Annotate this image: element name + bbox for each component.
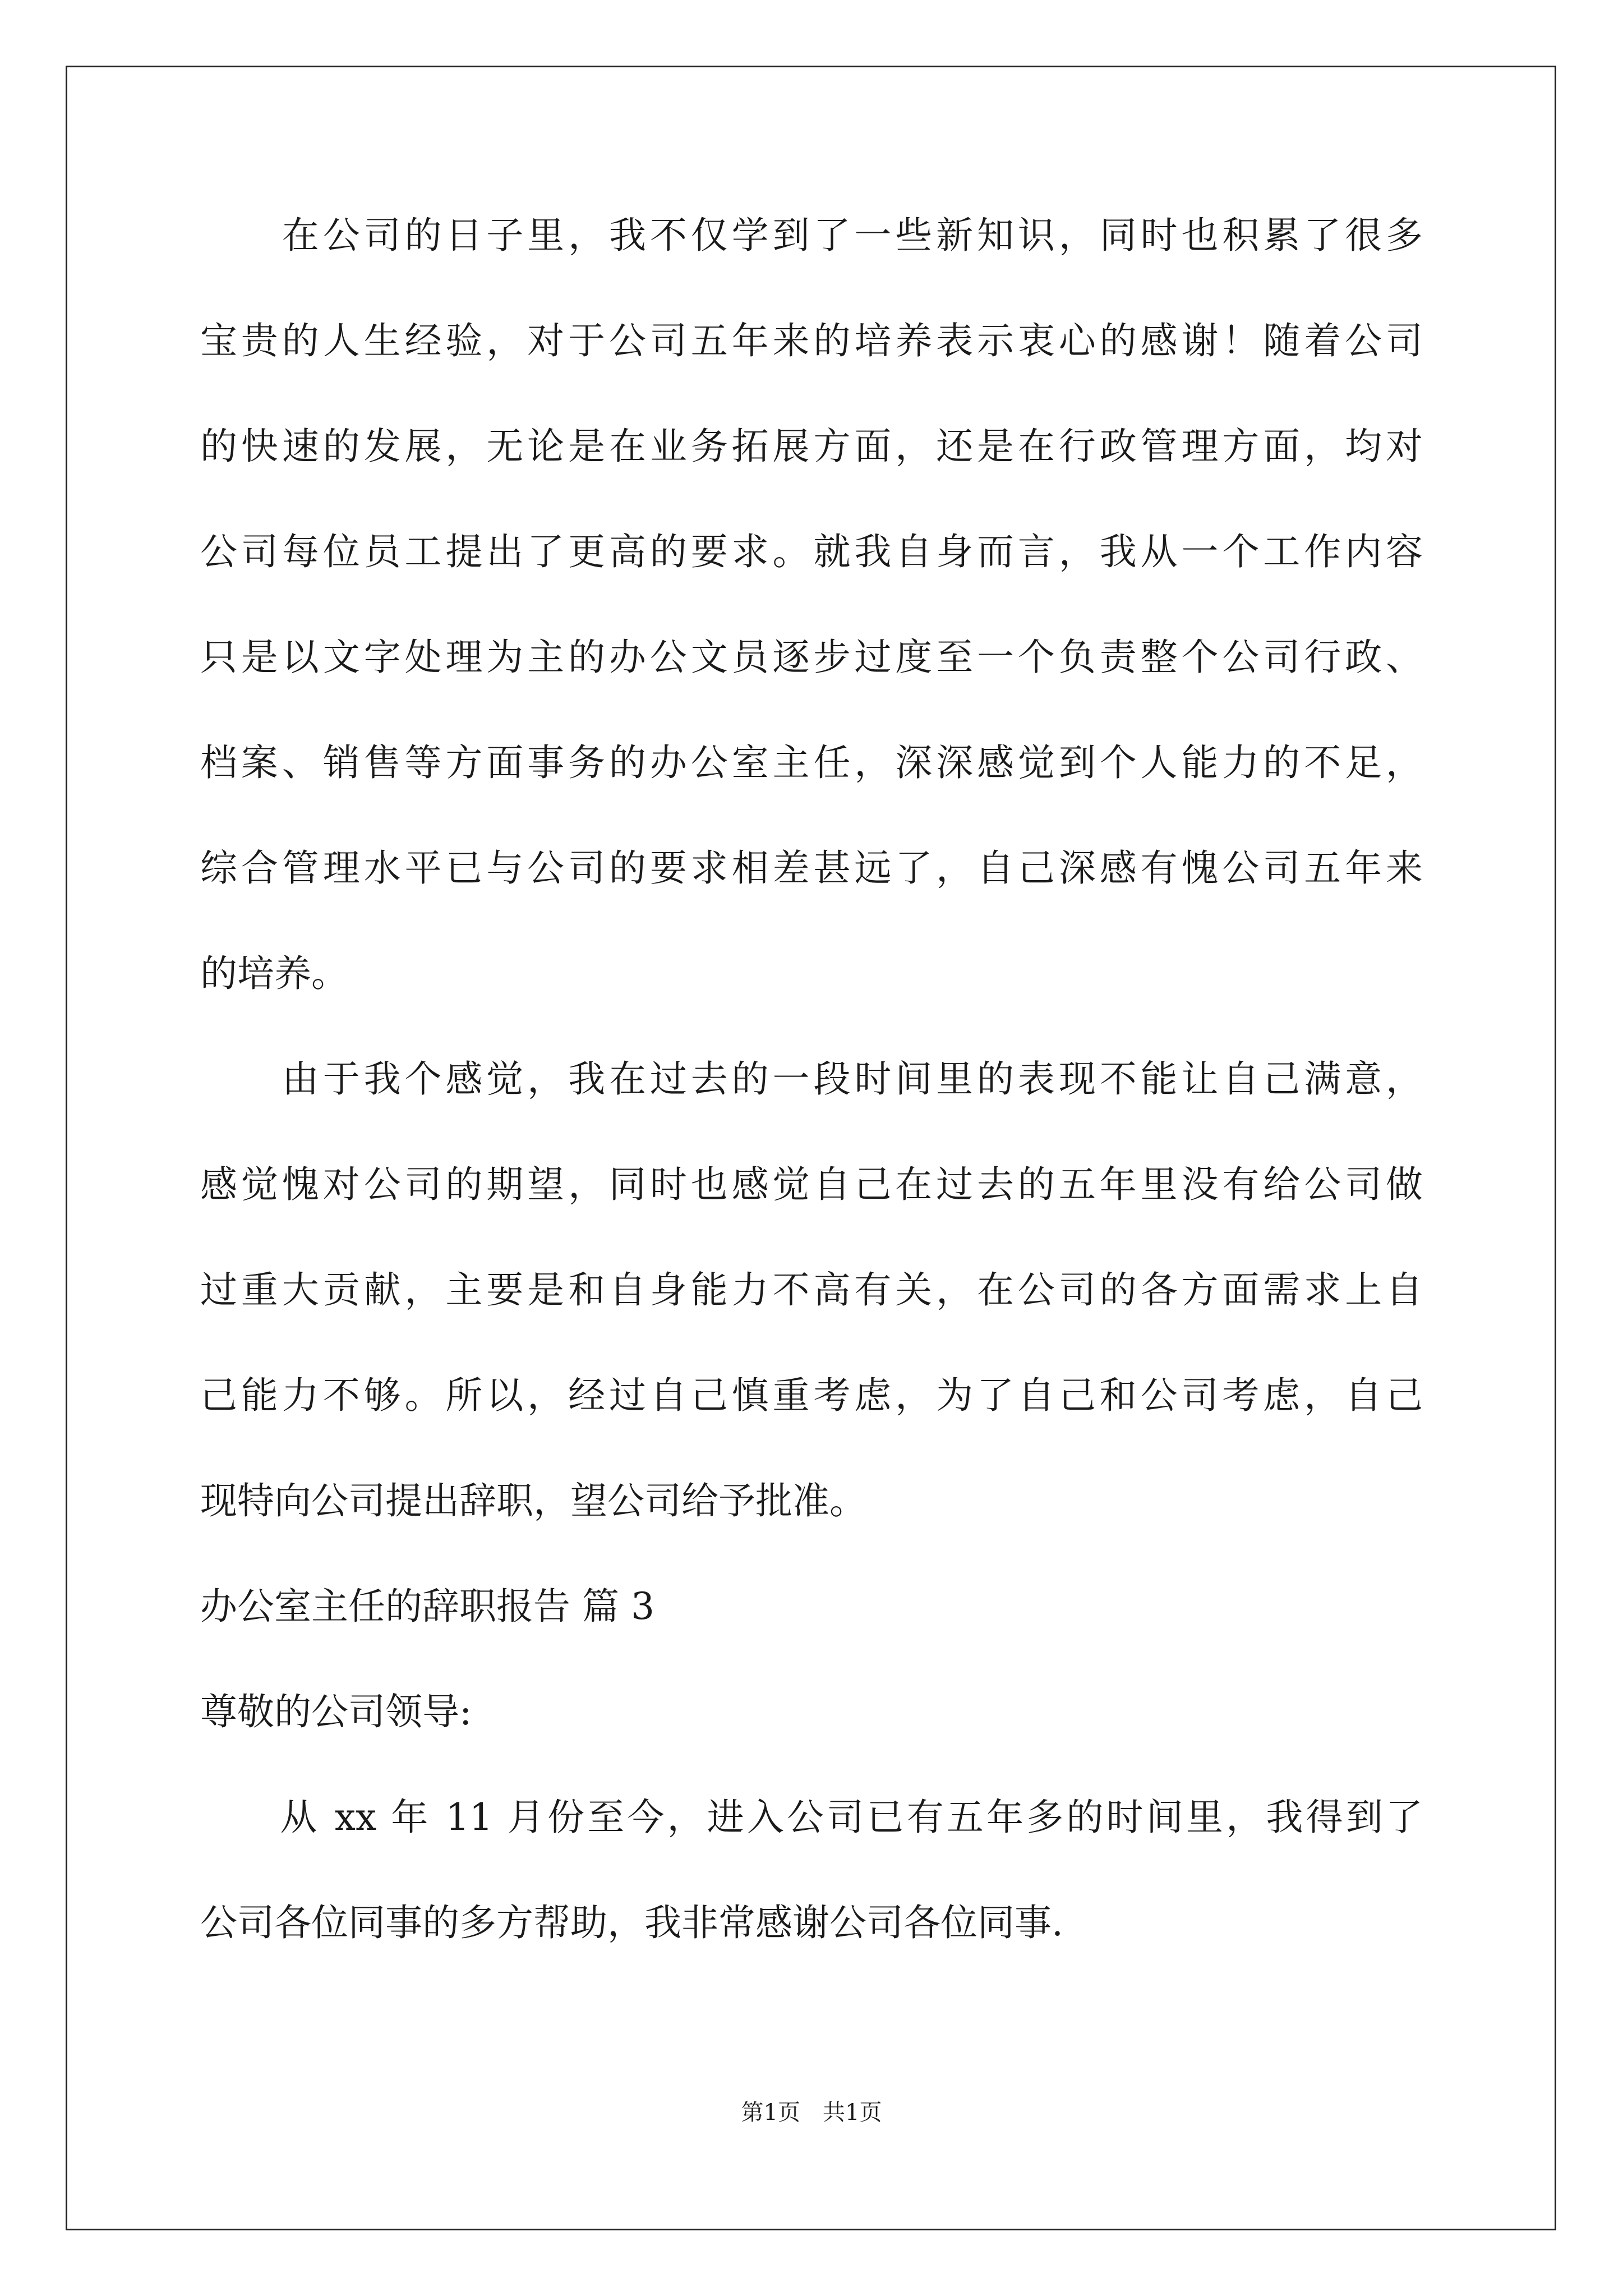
paragraph-line: 公司各位同事的多方帮助，我非常感谢公司各位同事.	[200, 1901, 1063, 1944]
section-heading: 办公室主任的辞职报告 篇 3	[200, 1585, 654, 1628]
paragraph-line: 从 xx 年 11 月份至今，进入公司已有五年多的时间里，我得到了	[200, 1796, 1423, 1839]
paragraph-line: 在公司的日子里，我不仅学到了一些新知识，同时也积累了很多	[200, 214, 1423, 257]
paragraph-line: 现特向公司提出辞职，望公司给予批准。	[200, 1479, 866, 1522]
paragraph-line: 综合管理水平已与公司的要求相差甚远了，自己深感有愧公司五年来	[200, 846, 1423, 890]
paragraph-line: 由于我个感觉，我在过去的一段时间里的表现不能让自己满意，	[200, 1057, 1423, 1101]
paragraph-line: 宝贵的人生经验，对于公司五年来的培养表示衷心的感谢！随着公司	[200, 319, 1423, 362]
salutation: 尊敬的公司领导:	[200, 1690, 472, 1733]
paragraph-line: 档案、销售等方面事务的办公室主任，深深感觉到个人能力的不足，	[200, 741, 1423, 784]
paragraph-line: 感觉愧对公司的期望，同时也感觉自己在过去的五年里没有给公司做	[200, 1163, 1423, 1206]
paragraph-line: 的快速的发展，无论是在业务拓展方面，还是在行政管理方面，均对	[200, 425, 1423, 468]
paragraph-line: 过重大贡献，主要是和自身能力不高有关，在公司的各方面需求上自	[200, 1268, 1423, 1312]
paragraph-line: 只是以文字处理为主的办公文员逐步过度至一个负责整个公司行政、	[200, 636, 1423, 679]
paragraph-line: 的培养。	[200, 952, 348, 995]
page-number: 第1页 共1页	[741, 2100, 882, 2125]
paragraph-line: 己能力不够。所以，经过自己慎重考虑，为了自己和公司考虑，自己	[200, 1374, 1423, 1417]
paragraph-line: 公司每位员工提出了更高的要求。就我自身而言，我从一个工作内容	[200, 530, 1423, 573]
